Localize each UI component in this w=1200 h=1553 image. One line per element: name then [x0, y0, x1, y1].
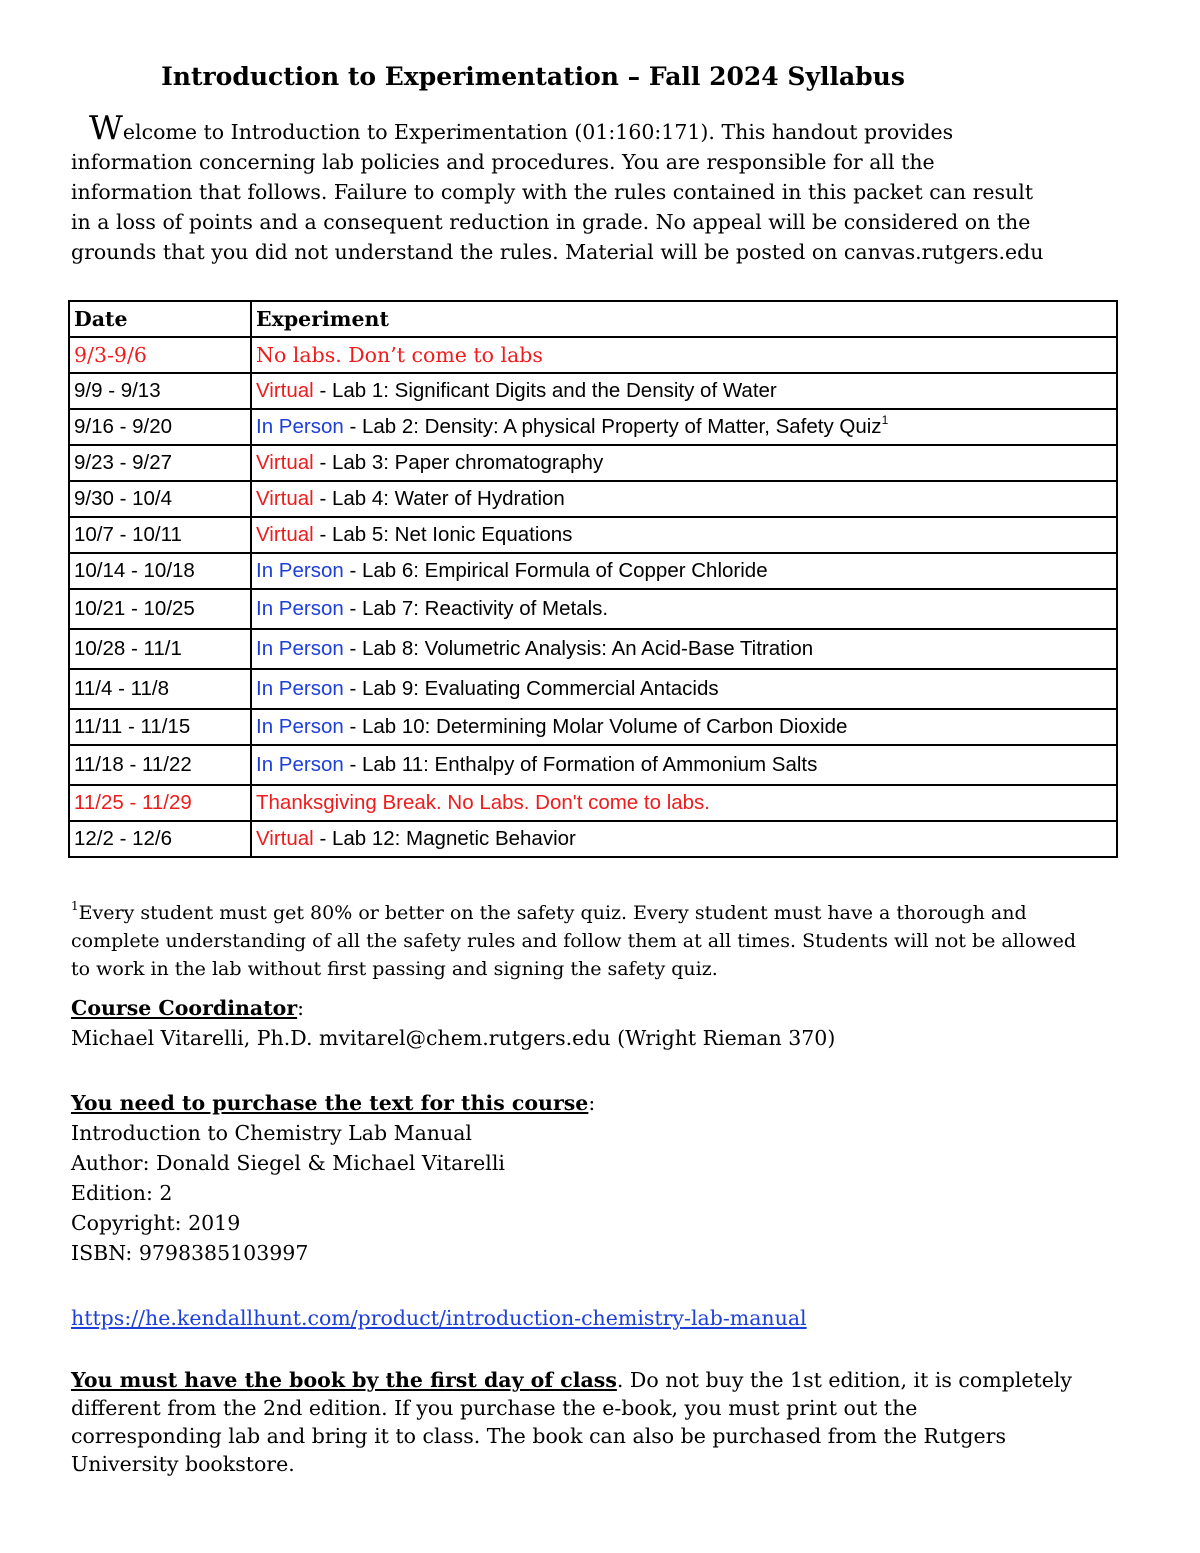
footnote-marker: 1	[881, 413, 889, 427]
table-row	[69, 589, 1117, 629]
intro-line: information concerning lab policies and procedures. You are responsible for all the	[71, 150, 935, 174]
book-link-section	[71, 1303, 1171, 1333]
intro-line: in a loss of points and a consequent reduction in grade. No appeal will be considered on the	[71, 210, 1031, 234]
book-note-heading: You must have the book by the first day of class	[71, 1368, 617, 1392]
mode-label: Virtual	[256, 523, 314, 546]
row-experiment: In Person - Lab 9: Evaluating Commercial Antacids	[251, 669, 1117, 709]
table-row	[69, 821, 1117, 857]
mode-label: In Person	[256, 559, 344, 582]
mode-label: In Person	[256, 715, 344, 738]
book-purchase-link[interactable]: https://he.kendallhunt.com/product/introduction-chemistry-lab-manual	[71, 1306, 807, 1330]
lab-title: Lab 4: Water of Hydration	[331, 487, 565, 510]
row-date: 9/9 - 9/13	[69, 373, 251, 409]
row-date: 10/21 - 10/25	[69, 589, 251, 629]
table-row	[69, 337, 1117, 373]
row-experiment: In Person - Lab 10: Determining Molar Volume of Carbon Dioxide	[251, 709, 1117, 745]
row-experiment: In Person - Lab 11: Enthalpy of Formation of Ammonium Salts	[251, 745, 1117, 785]
row-date: 10/14 - 10/18	[69, 553, 251, 589]
lab-title: Lab 10: Determining Molar Volume of Carbon Dioxide	[361, 715, 848, 738]
lab-schedule-table	[68, 300, 1118, 858]
book-edition: Edition: 2	[71, 1181, 173, 1205]
row-date: 11/18 - 11/22	[69, 745, 251, 785]
book-copyright: Copyright: 2019	[71, 1211, 241, 1235]
lab-title: Lab 8: Volumetric Analysis: An Acid-Base Titration	[361, 637, 814, 660]
intro-line: information that follows. Failure to comply with the rules contained in this packet can result	[71, 180, 1034, 204]
mode-label: Virtual	[256, 487, 314, 510]
book-author: Author: Donald Siegel & Michael Vitarelli	[71, 1151, 505, 1175]
intro-line: elcome to Introduction to Experimentation (01:160:171). This handout provides	[122, 120, 954, 144]
book-note-section: You must have the book by the first day of class. Do not buy the 1st edition, it is completely different from the 2nd edition. If you purchase the e-book, you must print out the corresponding lab and bring it to class. The book can also be purchased from the Rutgers University bookstore.	[71, 1368, 1073, 1476]
textbook-heading: You need to purchase the text for this course	[71, 1091, 589, 1115]
row-date: 12/2 - 12/6	[69, 821, 251, 857]
lab-title: Lab 7: Reactivity of Metals.	[361, 597, 609, 620]
lab-title: Lab 5: Net Ionic Equations	[331, 523, 573, 546]
table-row	[69, 785, 1117, 821]
intro-paragraph	[71, 108, 1151, 267]
mode-label: In Person	[256, 597, 344, 620]
table-row	[69, 373, 1117, 409]
table-row	[69, 445, 1117, 481]
lab-title: Lab 2: Density: A physical Property of Matter, Safety Quiz	[361, 415, 882, 438]
mode-label: Virtual	[256, 379, 314, 402]
lab-title: Lab 11: Enthalpy of Formation of Ammonium Salts	[361, 753, 818, 776]
row-experiment: Virtual - Lab 3: Paper chromatography	[251, 445, 1117, 481]
row-date: 11/11 - 11/15	[69, 709, 251, 745]
lab-title: Lab 1: Significant Digits and the Density of Water	[331, 379, 777, 402]
row-date: 11/4 - 11/8	[69, 669, 251, 709]
table-row	[69, 409, 1117, 445]
table-row	[69, 481, 1117, 517]
page-title: Introduction to Experimentation – Fall 2024 Syllabus	[161, 62, 905, 91]
safety-footnote: $^1$Every student must get 80% or better on the safety quiz. Every student must have a thorough and complete understanding of all the safety rules and follow them at all times. Students will not be allowed to work in the lab without first passing and signing the safety quiz.	[71, 899, 1076, 980]
textbook-section: You need to purchase the text for this course: Introduction to Chemistry Lab Manual Author: Donald Siegel & Michael Vitarelli Edition: 2 Copyright: 2019 ISBN: 9798385103997	[71, 1088, 1171, 1268]
footnote-marker: 1	[71, 899, 79, 913]
row-experiment: In Person - Lab 7: Reactivity of Metals.	[251, 589, 1117, 629]
lab-title: Lab 9: Evaluating Commercial Antacids	[361, 677, 719, 700]
mode-label: In Person	[256, 677, 344, 700]
row-experiment: Virtual - Lab 12: Magnetic Behavior	[251, 821, 1117, 857]
row-experiment: No labs. Don’t come to labs	[251, 337, 1117, 373]
row-date: 11/25 - 11/29	[69, 785, 251, 821]
table-header-row	[69, 301, 1117, 337]
coordinator-heading: Course Coordinator	[71, 996, 298, 1020]
intro-line: grounds that you did not understand the rules. Material will be posted on canvas.rutgers.edu	[71, 240, 1044, 264]
mode-label: Virtual	[256, 451, 314, 474]
row-date: 10/7 - 10/11	[69, 517, 251, 553]
row-date: 9/3-9/6	[69, 337, 251, 373]
table-row	[69, 517, 1117, 553]
mode-label: In Person	[256, 415, 344, 438]
row-date: 10/28 - 11/1	[69, 629, 251, 669]
mode-label: Virtual	[256, 827, 314, 850]
row-date: 9/16 - 9/20	[69, 409, 251, 445]
row-date: 9/30 - 10/4	[69, 481, 251, 517]
row-experiment: In Person - Lab 6: Empirical Formula of Copper Chloride	[251, 553, 1117, 589]
row-experiment: In Person - Lab 8: Volumetric Analysis: An Acid-Base Titration	[251, 629, 1117, 669]
coordinator-section: Course Coordinator: Michael Vitarelli, Ph.D. mvitarel@chem.rutgers.edu (Wright Rieman 370)	[71, 993, 1171, 1053]
table-row	[69, 709, 1117, 745]
row-date: 9/23 - 9/27	[69, 445, 251, 481]
date-column-header: Date	[69, 301, 251, 337]
lab-title: Lab 3: Paper chromatography	[331, 451, 604, 474]
row-experiment: Virtual - Lab 5: Net Ionic Equations	[251, 517, 1117, 553]
row-experiment: In Person - Lab 2: Density: A physical Property of Matter, Safety Quiz$^1$	[251, 409, 1117, 445]
intro-dropcap: W	[89, 108, 123, 147]
table-row	[69, 553, 1117, 589]
row-experiment: Virtual - Lab 4: Water of Hydration	[251, 481, 1117, 517]
book-isbn: ISBN: 9798385103997	[71, 1241, 309, 1265]
lab-title: Lab 12: Magnetic Behavior	[331, 827, 576, 850]
mode-label: In Person	[256, 753, 344, 776]
row-experiment: Virtual - Lab 1: Significant Digits and the Density of Water	[251, 373, 1117, 409]
row-experiment: Thanksgiving Break. No Labs. Don't come to labs.	[251, 785, 1117, 821]
mode-label: In Person	[256, 637, 344, 660]
table-row	[69, 629, 1117, 669]
lab-title: Lab 6: Empirical Formula of Copper Chloride	[361, 559, 768, 582]
table-row	[69, 745, 1117, 785]
experiment-column-header: Experiment	[251, 301, 1117, 337]
table-row	[69, 669, 1117, 709]
book-title: Introduction to Chemistry Lab Manual	[71, 1121, 472, 1145]
coordinator-contact: Michael Vitarelli, Ph.D. mvitarel@chem.rutgers.edu (Wright Rieman 370)	[71, 1026, 836, 1050]
